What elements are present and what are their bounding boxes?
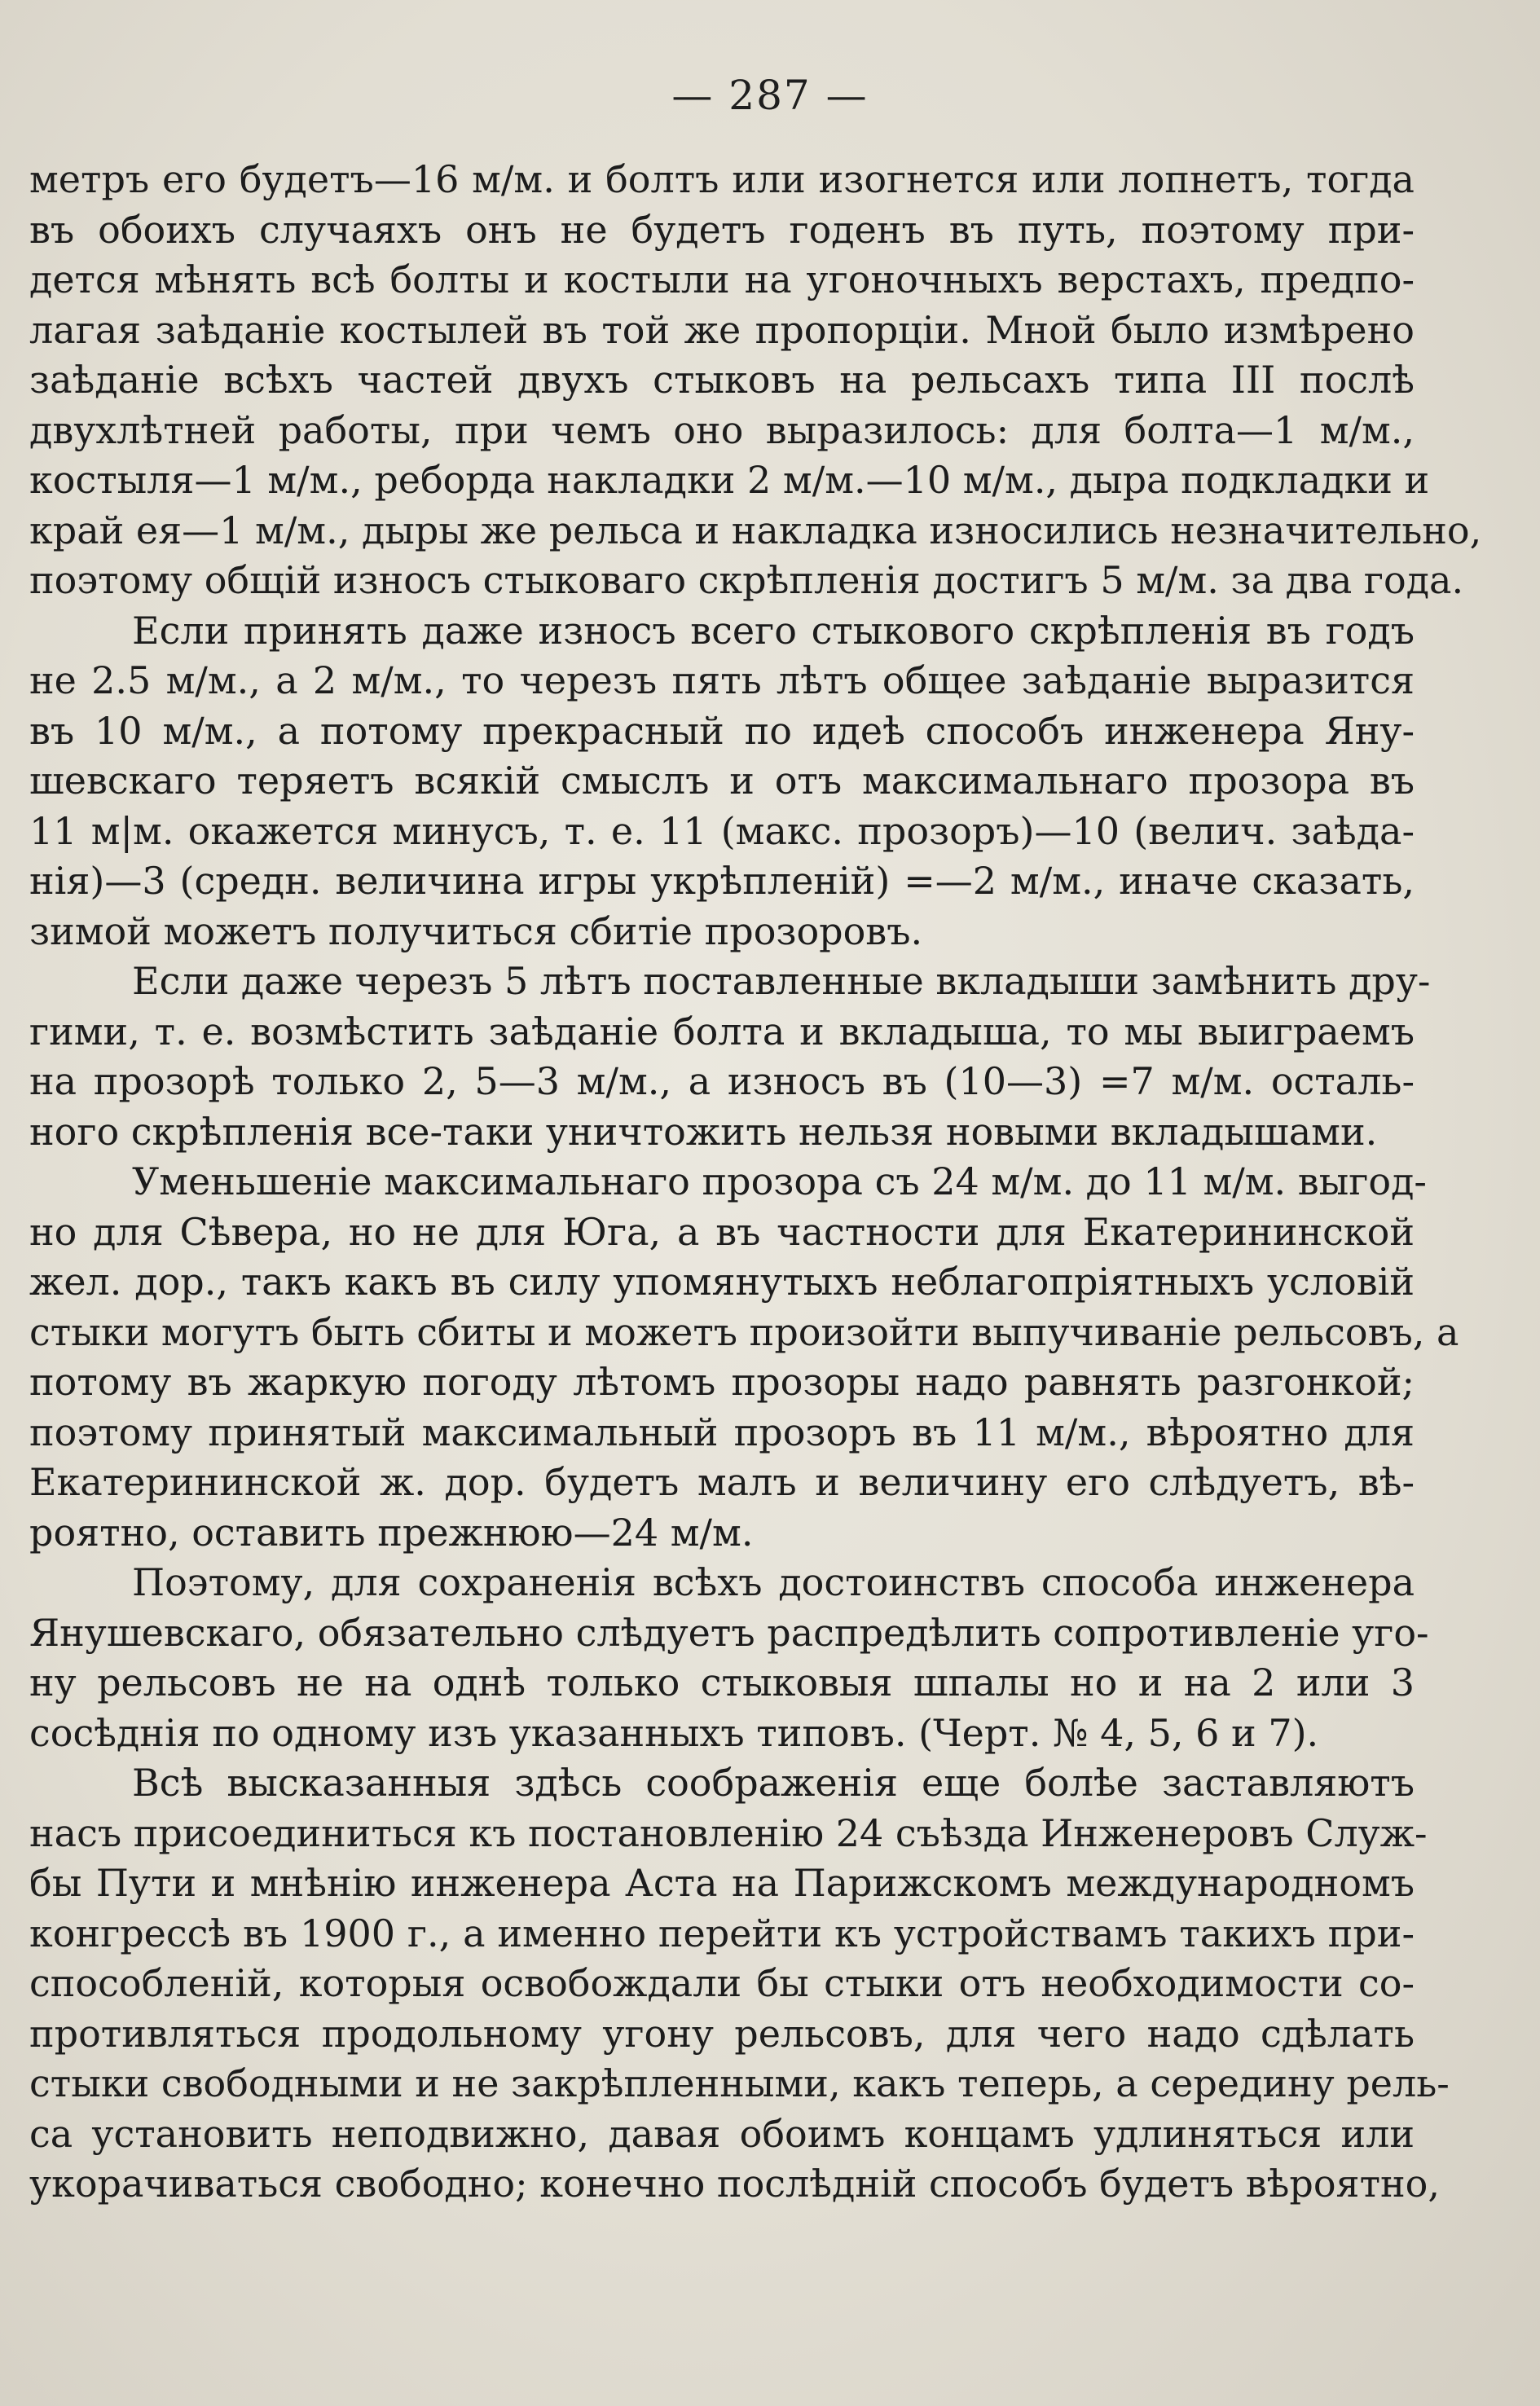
text-line: способленій, которыя освобождали бы стыки отъ необходимости со- bbox=[29, 1961, 1415, 2005]
text-line: стыки свободными и не закрѣпленными, какъ теперь, а середину рель- bbox=[29, 2061, 1450, 2105]
body-text bbox=[29, 155, 1482, 2210]
text-line: метръ его будетъ—16 м/м. и болтъ или изогнется или лопнетъ, тогда bbox=[29, 157, 1415, 201]
text-line: бы Пути и мнѣнію инженера Аста на Парижскомъ международномъ bbox=[29, 1861, 1415, 1905]
text-line: двухлѣтней работы, при чемъ оно выразилось: для болта—1 м/м., bbox=[29, 407, 1415, 452]
text-line: Янушевскаго, обязательно слѣдуетъ распредѣлить сопротивленіе уго- bbox=[29, 1610, 1429, 1655]
paragraph bbox=[29, 155, 1482, 606]
text-line: но для Сѣвера, но не для Юга, а въ частности для Екатерининской bbox=[29, 1209, 1415, 1254]
text-line: Поэтому, для сохраненія всѣхъ достоинствъ способа инженера bbox=[132, 1560, 1415, 1604]
text-line: дется мѣнять всѣ болты и костыли на угоночныхъ верстахъ, предпо- bbox=[29, 257, 1415, 301]
text-line: нія)—3 (средн. величина игры укрѣпленій) =—2 м/м., иначе сказать, bbox=[29, 859, 1415, 903]
text-line: потому въ жаркую погоду лѣтомъ прозоры надо равнять разгонкой; bbox=[29, 1360, 1415, 1404]
text-line: 11 м|м. окажется минусъ, т. е. 11 (макс. прозоръ)—10 (велич. заѣда- bbox=[29, 808, 1415, 853]
text-line: Уменьшеніе максимальнаго прозора съ 24 м/м. до 11 м/м. выгод- bbox=[132, 1159, 1427, 1203]
text-line: костыля—1 м/м., реборда накладки 2 м/м.—10 м/м., дыра подкладки и bbox=[29, 458, 1430, 502]
text-line: заѣданіе всѣхъ частей двухъ стыковъ на рельсахъ типа III послѣ bbox=[29, 358, 1415, 402]
text-line: стыки могутъ быть сбиты и можетъ произойти выпучиваніе рельсовъ, а bbox=[29, 1309, 1459, 1354]
text-line: не 2.5 м/м., а 2 м/м., то черезъ пять лѣтъ общее заѣданіе выразится bbox=[29, 658, 1415, 702]
text-line: Если принять даже износъ всего стыкового скрѣпленія въ годъ bbox=[132, 608, 1415, 653]
text-line: ну рельсовъ не на однѣ только стыковыя шпалы но и на 2 или 3 bbox=[29, 1660, 1415, 1704]
text-line: поэтому общій износъ стыковаго скрѣпленія достигъ 5 м/м. за два года. bbox=[29, 558, 1464, 602]
text-line: Екатерининской ж. дор. будетъ малъ и величину его слѣдуетъ, вѣ- bbox=[29, 1460, 1415, 1504]
paragraph bbox=[29, 1758, 1450, 2210]
paragraph bbox=[29, 1558, 1429, 1758]
text-line: противляться продольному угону рельсовъ, для чего надо сдѣлать bbox=[29, 2011, 1415, 2056]
text-line: шевскаго теряетъ всякій смыслъ и отъ максимальнаго прозора въ bbox=[29, 759, 1415, 803]
text-line: конгрессѣ въ 1900 г., а именно перейти къ устройствамъ такихъ при- bbox=[29, 1911, 1415, 1955]
text-line: край ея—1 м/м., дыры же рельса и накладка износились незначительно, bbox=[29, 508, 1482, 552]
text-line: ного скрѣпленія все-таки уничтожить нельзя новыми вкладышами. bbox=[29, 1109, 1378, 1154]
text-line: сосѣднія по одному изъ указанныхъ типовъ. (Черт. № 4, 5, 6 и 7). bbox=[29, 1710, 1319, 1755]
text-line: укорачиваться свободно; конечно послѣдній способъ будетъ вѣроятно, bbox=[29, 2162, 1440, 2206]
paragraph bbox=[29, 606, 1415, 957]
page-number: — 287 — bbox=[671, 72, 869, 119]
text-line: поэтому принятый максимальный прозоръ въ 11 м/м., вѣроятно для bbox=[29, 1410, 1415, 1454]
text-line: въ обоихъ случаяхъ онъ не будетъ годенъ въ путь, поэтому при- bbox=[29, 207, 1415, 252]
text-line: жел. дор., такъ какъ въ силу упомянутыхъ неблагопріятныхъ условій bbox=[29, 1260, 1415, 1304]
text-line: Всѣ высказанныя здѣсь соображенія еще болѣе заставляютъ bbox=[132, 1761, 1415, 1805]
text-line: лагая заѣданіе костылей въ той же пропорціи. Мной было измѣрено bbox=[29, 307, 1415, 352]
text-line: на прозорѣ только 2, 5—3 м/м., а износъ въ (10—3) =7 м/м. осталь- bbox=[29, 1059, 1415, 1103]
paragraph bbox=[29, 957, 1431, 1157]
text-line: Если даже черезъ 5 лѣтъ поставленные вкладыши замѣнить дру- bbox=[132, 959, 1431, 1003]
paragraph bbox=[29, 1157, 1459, 1558]
text-line: насъ присоединиться къ постановленію 24 съѣзда Инженеровъ Служ- bbox=[29, 1810, 1428, 1855]
text-line: гими, т. е. возмѣстить заѣданіе болта и вкладыша, то мы выиграемъ bbox=[29, 1009, 1415, 1053]
text-line: роятно, оставить прежнюю—24 м/м. bbox=[29, 1510, 754, 1555]
text-line: зимой можетъ получиться сбитіе прозоровъ. bbox=[29, 908, 923, 953]
text-line: въ 10 м/м., а потому прекрасный по идеѣ способъ инженера Яну- bbox=[29, 708, 1415, 753]
text-line: са установить неподвижно, давая обоимъ концамъ удлиняться или bbox=[29, 2111, 1415, 2156]
